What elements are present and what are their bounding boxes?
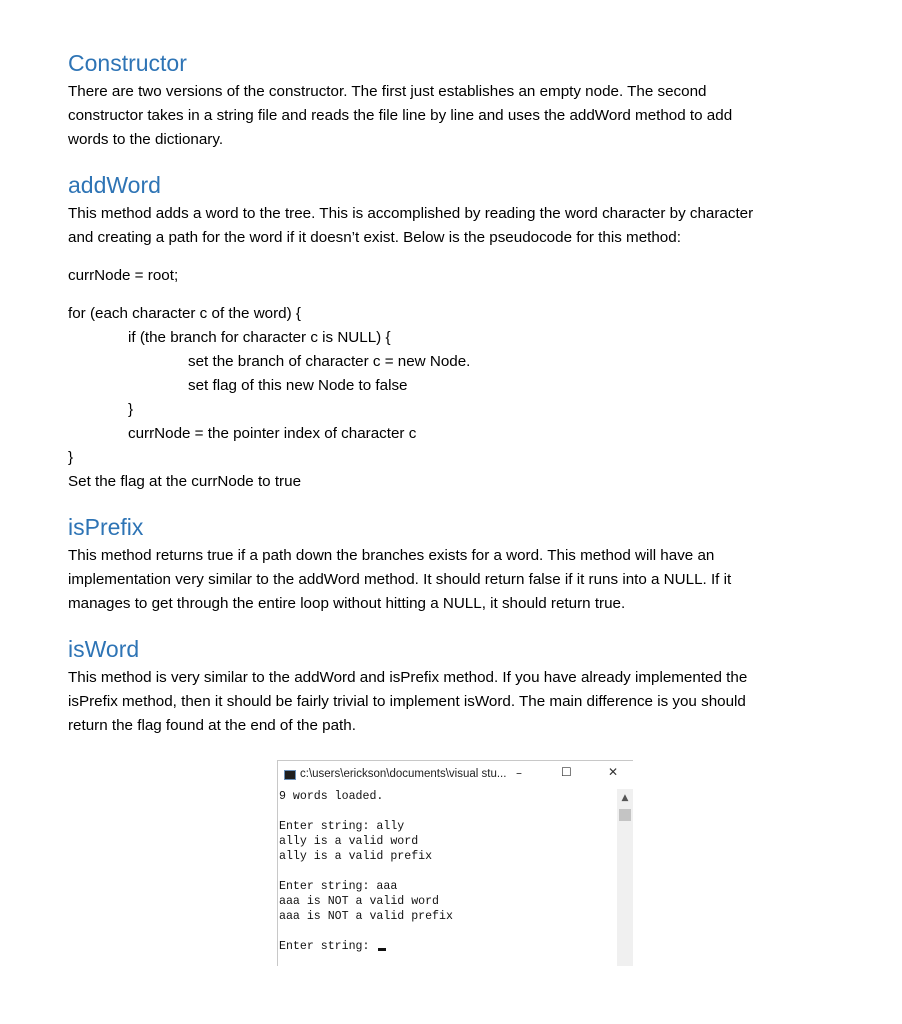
minimize-icon: – (516, 766, 522, 780)
section-addword (68, 170, 838, 494)
pseudocode-line: set the branch of character c = new Node. (188, 353, 471, 370)
constructor-line: There are two versions of the constructor. The first just establishes an empty node. The second (68, 83, 707, 100)
heading-isword: isWord (68, 636, 140, 662)
console-scrollbar (617, 789, 633, 966)
console-window-screenshot (277, 760, 633, 966)
pseudocode-block (68, 264, 838, 494)
console-line: aaa is NOT a valid word (279, 895, 440, 908)
isword-line: return the flag found at the end of the path. (68, 717, 356, 734)
heading-constructor: Constructor (68, 50, 187, 76)
constructor-line: constructor takes in a string file and reads the file line by line and uses the addWord method to add (68, 107, 733, 124)
heading-isprefix: isPrefix (68, 514, 144, 540)
pseudocode-line: } (68, 449, 74, 466)
isprefix-line: manages to get through the entire loop without hitting a NULL, it should return true. (68, 595, 626, 612)
addword-line: This method adds a word to the tree. This is accomplished by reading the word character by character (68, 205, 754, 222)
console-line: ally is a valid prefix (279, 850, 433, 863)
scroll-thumb (619, 809, 631, 821)
console-titlebar (278, 761, 633, 789)
constructor-line: words to the dictionary. (68, 131, 224, 148)
console-line: aaa is NOT a valid prefix (279, 910, 453, 923)
console-prompt-line (279, 939, 617, 954)
pseudocode-line: Set the flag at the currNode to true (68, 473, 302, 490)
pseudocode-line: set flag of this new Node to false (188, 377, 408, 394)
section-constructor (68, 48, 838, 152)
section-isprefix (68, 512, 838, 616)
pseudocode-line: if (the branch for character c is NULL) { (128, 329, 391, 346)
console-output (278, 789, 617, 966)
addword-line: and creating a path for the word if it doesn’t exist. Below is the pseudocode for this method: (68, 229, 681, 246)
console-line: ally is a valid word (279, 835, 419, 848)
section-isword (68, 634, 838, 738)
heading-addword: addWord (68, 172, 161, 198)
console-prompt: Enter string: (279, 940, 377, 953)
isword-line: This method is very similar to the addWord and isPrefix method. If you have already implemented the (68, 669, 748, 686)
document-page (68, 48, 838, 756)
pseudocode-line: currNode = the pointer index of character c (128, 425, 417, 442)
console-line: 9 words loaded. (279, 790, 384, 803)
maximize-icon: ☐ (561, 765, 572, 779)
pseudocode-line: for (each character c of the word) { (68, 305, 301, 322)
isprefix-line: This method returns true if a path down the branches exists for a word. This method will have an (68, 547, 715, 564)
pseudocode-line: currNode = root; (68, 267, 179, 284)
scroll-up-arrow-icon: ▲ (621, 793, 629, 803)
pseudocode-line: } (128, 401, 134, 418)
console-line: Enter string: ally (279, 820, 405, 833)
text-cursor (378, 948, 386, 951)
isprefix-line: implementation very similar to the addWord method. It should return false if it runs into a NULL. If it (68, 571, 732, 588)
isword-line: isPrefix method, then it should be fairly trivial to implement isWord. The main difference is you should (68, 693, 746, 710)
console-line: Enter string: aaa (279, 880, 398, 893)
console-title: c:\users\erickson\documents\visual stu... (300, 768, 507, 780)
console-app-icon (284, 770, 296, 780)
close-icon: ✕ (608, 765, 619, 779)
